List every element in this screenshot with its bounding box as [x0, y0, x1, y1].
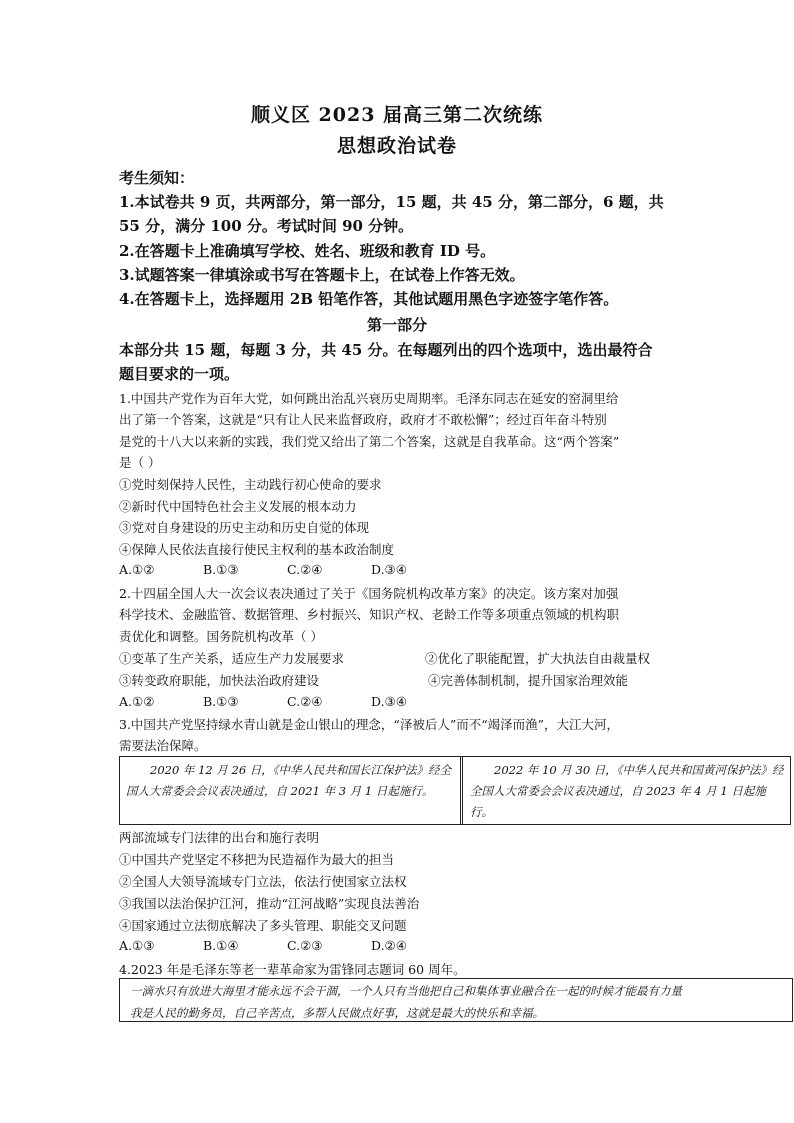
part1-intro: 题目要求的一项。 [119, 365, 240, 383]
q1-stem: 1.中国共产党作为百年大党，如何跳出治乱兴衰历史周期率。毛泽东同志在延安的窑洞里给 [119, 391, 619, 406]
q3-box-divider [460, 757, 463, 824]
q1-option-a: A.①② [119, 562, 155, 577]
q3-option-a: A.①③ [119, 938, 155, 953]
part1-heading: 第一部分 [366, 316, 427, 334]
page-subtitle: 思想政治试卷 [336, 135, 457, 157]
notice-line: 2.在答题卡上准确填写学校、姓名、班级和教育 ID 号。 [119, 242, 496, 260]
q1-item: ④保障人民依法直接行使民主权利的基本政治制度 [119, 542, 395, 557]
q2-option-d: D.③④ [371, 694, 407, 709]
q1-option-b: B.①③ [203, 562, 239, 577]
q2-item: ③转变政府职能，加快法治政府建设 [119, 673, 320, 688]
q1-item: ③党对自身建设的历史主动和历史自觉的体现 [119, 520, 370, 535]
q3-item: ①中国共产党坚定不移把为民造福作为最大的担当 [119, 852, 395, 867]
q4-stem: 4.2023 年是毛泽东等老一辈革命家为雷锋同志题词 60 周年。 [119, 962, 466, 977]
q2-option-b: B.①③ [203, 694, 239, 709]
part1-intro: 本部分共 15 题，每题 3 分，共 45 分。在每题列出的四个选项中，选出最符合 [119, 341, 653, 359]
q3-item: ④国家通过立法彻底解决了多头管理、职能交叉问题 [119, 918, 407, 933]
q2-item: ②优化了职能配置，扩大执法自由裁量权 [425, 651, 651, 666]
page-title: 顺义区 2023 届高三第二次统练 [250, 104, 544, 126]
q3-box-left: 2020 年 12 月 26 日，《中华人民共和国长江保护法》经全国人大常委会会议表决通过，自 2021 年 3 月 1 日起施行。 [126, 763, 452, 798]
notice-heading: 考生须知： [119, 169, 195, 187]
notice-line: 4.在答题卡上，选择题用 2B 铅笔作答，其他试题用黑色字迹签字笔作答。 [119, 290, 619, 308]
q3-box-right: 2022 年 10 月 30 日，《中华人民共和国黄河保护法》经全国人大常委会会议表决通过，自 2023 年 4 月 1 日起施行。 [470, 763, 784, 819]
q2-item: ④完善体制机制，提升国家治理效能 [428, 673, 629, 688]
q1-item: ①党时刻保持人民性，主动践行初心使命的要求 [119, 477, 382, 492]
q2-stem: 责优化和调整。国务院机构改革（ ） [119, 629, 323, 644]
q1-option-c: C.②④ [287, 562, 323, 577]
q3-stem: 需要法治保障。 [119, 738, 207, 753]
q3-option-c: C.②③ [287, 938, 323, 953]
notice-line: 1.本试卷共 9 页，共两部分，第一部分，15 题，共 45 分，第二部分，6 题，共 [119, 193, 664, 211]
q3-item: ③我国以法治保护江河，推动“江河战略”实现良法善治 [119, 896, 420, 911]
q1-stem: 出了第一个答案，这就是“只有让人民来监督政府，政府才不敢松懈”；经过百年奋斗特别 [119, 412, 607, 427]
notice-line: 55 分，满分 100 分。考试时间 90 分钟。 [119, 217, 414, 235]
q4-quote-box [119, 978, 793, 1022]
q3-item: ②全国人大领导流域专门立法，依法行使国家立法权 [119, 874, 407, 889]
q2-stem: 科学技术、金融监管、数据管理、乡村振兴、知识产权、老龄工作等多项重点领域的机构职 [119, 607, 620, 622]
q4-quote-line: 我是人民的勤务员，自己辛苦点，多帮人民做点好事，这就是最大的快乐和幸福。 [130, 1006, 544, 1020]
q1-option-d: D.③④ [371, 562, 407, 577]
q1-stem: 是（ ） [119, 455, 161, 470]
q2-option-a: A.①② [119, 694, 155, 709]
q2-item: ①变革了生产关系，适应生产力发展要求 [119, 651, 345, 666]
q3-lead: 两部流域专门法律的出台和施行表明 [119, 830, 320, 845]
q3-law-box [119, 756, 791, 825]
notice-line: 3.试题答案一律填涂或书写在答题卡上，在试卷上作答无效。 [119, 266, 525, 284]
q3-option-d: D.②④ [371, 938, 407, 953]
q4-quote-line: 一滴水只有放进大海里才能永远不会干涸，一个人只有当他把自己和集体事业融合在一起的时候才能最有力量 [130, 984, 682, 998]
q1-item: ②新时代中国特色社会主义发展的根本动力 [119, 499, 357, 514]
q3-option-b: B.①④ [203, 938, 239, 953]
q2-stem: 2.十四届全国人大一次会议表决通过了关于《国务院机构改革方案》的决定。该方案对加强 [119, 586, 619, 601]
q3-stem: 3.中国共产党坚持绿水青山就是金山银山的理念，“泽被后人”而不“竭泽而渔”，大江大河， [119, 717, 619, 732]
q1-stem: 是党的十八大以来新的实践，我们党又给出了第二个答案，这就是自我革命。这“两个答案” [119, 434, 620, 449]
q2-option-c: C.②④ [287, 694, 323, 709]
